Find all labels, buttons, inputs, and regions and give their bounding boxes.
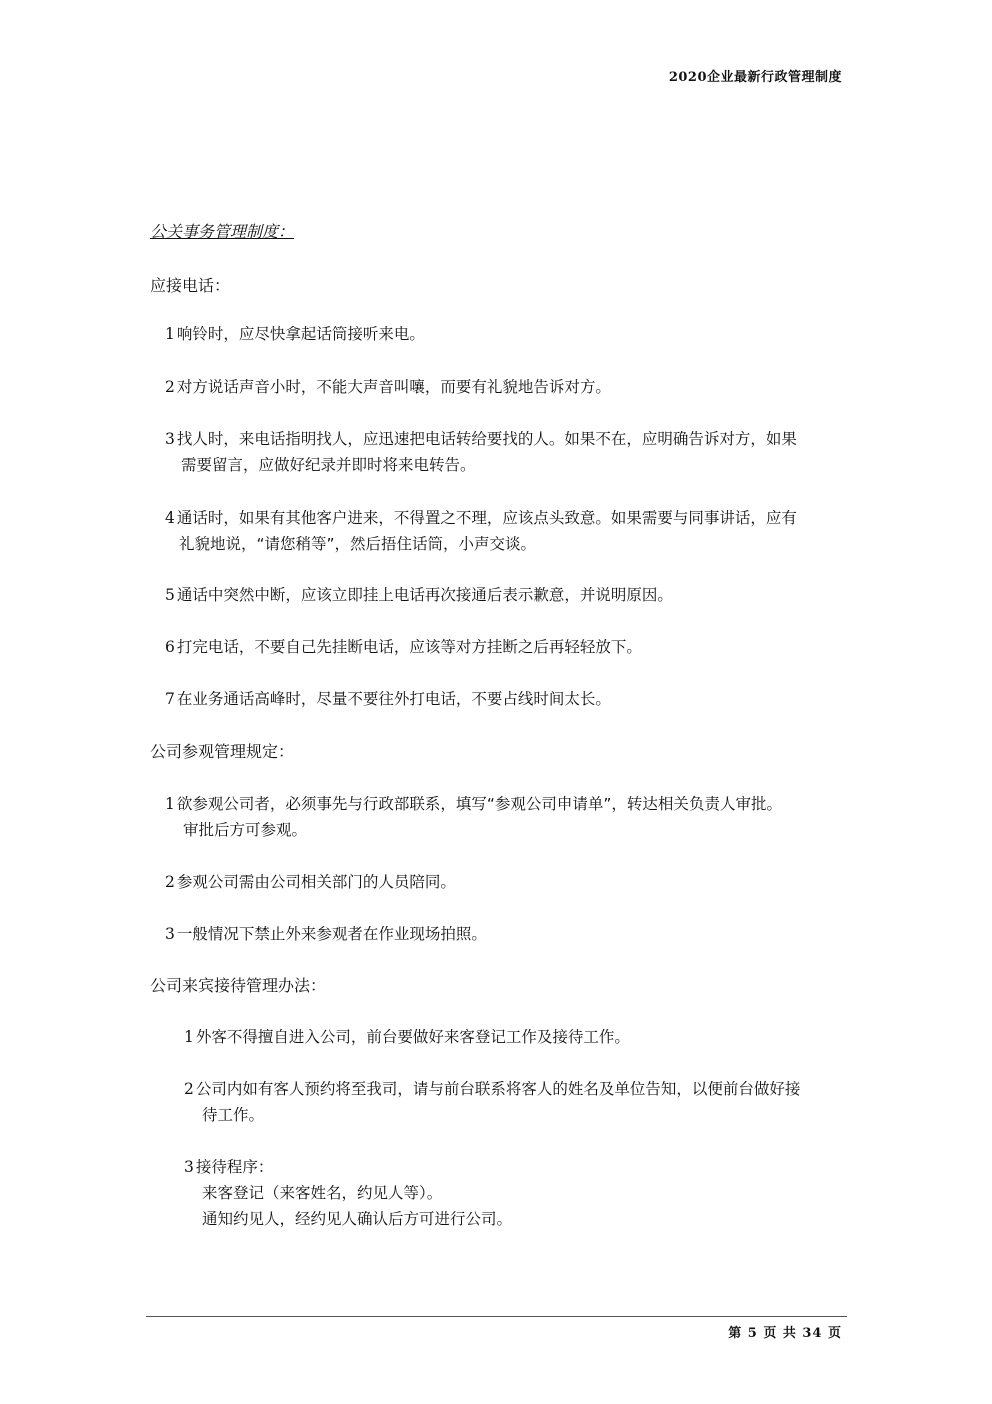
section-heading-reception: 公司来宾接待管理办法： [150, 976, 327, 995]
footer-divider [146, 1316, 847, 1317]
running-header: 2020企业最新行政管理制度 [668, 70, 842, 85]
list-item: 7 在业务通话高峰时，尽量不要往外打电话，不要占线时间太长。 [165, 690, 611, 708]
list-item: 3 一般情况下禁止外来参观者在作业现场拍照。 [165, 925, 487, 943]
document-title: 公关事务管理制度： [150, 222, 295, 241]
list-item: 4 通话时，如果有其他客户进来，不得置之不理，应该点头致意。如果需要与同事讲话，应有 礼貌地说，“请您稍等”，然后捂住话筒，小声交谈。 [165, 509, 797, 553]
list-item: 3 找人时，来电话指明找人，应迅速把电话转给要找的人。如果不在，应明确告诉对方，如果 需要留言，应做好纪录并即时将来电转告。 [165, 430, 797, 474]
list-item: 2 公司内如有客人预约将至我司，请与前台联系将客人的姓名及单位告知，以便前台做好接 待工作。 [184, 1080, 801, 1124]
list-item: 1 欲参观公司者，必须事先与行政部联系，填写“参观公司申请单”，转达相关负责人审批。 审批后方可参观。 [165, 795, 782, 839]
section-heading-visit: 公司参观管理规定： [150, 742, 295, 761]
list-item: 1 外客不得擅自进入公司，前台要做好来客登记工作及接待工作。 [184, 1028, 630, 1046]
list-item: 6 打完电话，不要自己先挂断电话，应该等对方挂断之后再轻轻放下。 [165, 638, 642, 656]
list-item: 1 响铃时，应尽快拿起话筒接听来电。 [165, 325, 425, 343]
list-item: 2 参观公司需由公司相关部门的人员陪同。 [165, 873, 456, 891]
list-item: 2 对方说话声音小时，不能大声音叫嚷，而要有礼貌地告诉对方。 [165, 378, 611, 396]
page-number: 第 5 页 共 34 页 [728, 1326, 842, 1341]
list-item: 3 接待程序： 来客登记（来客姓名，约见人等）。 通知约见人，经约见人确认后方可进行公司。 [184, 1158, 513, 1228]
list-item: 5 通话中突然中断，应该立即挂上电话再次接通后表示歉意，并说明原因。 [165, 586, 673, 604]
section-heading-phone: 应接电话： [150, 276, 231, 295]
